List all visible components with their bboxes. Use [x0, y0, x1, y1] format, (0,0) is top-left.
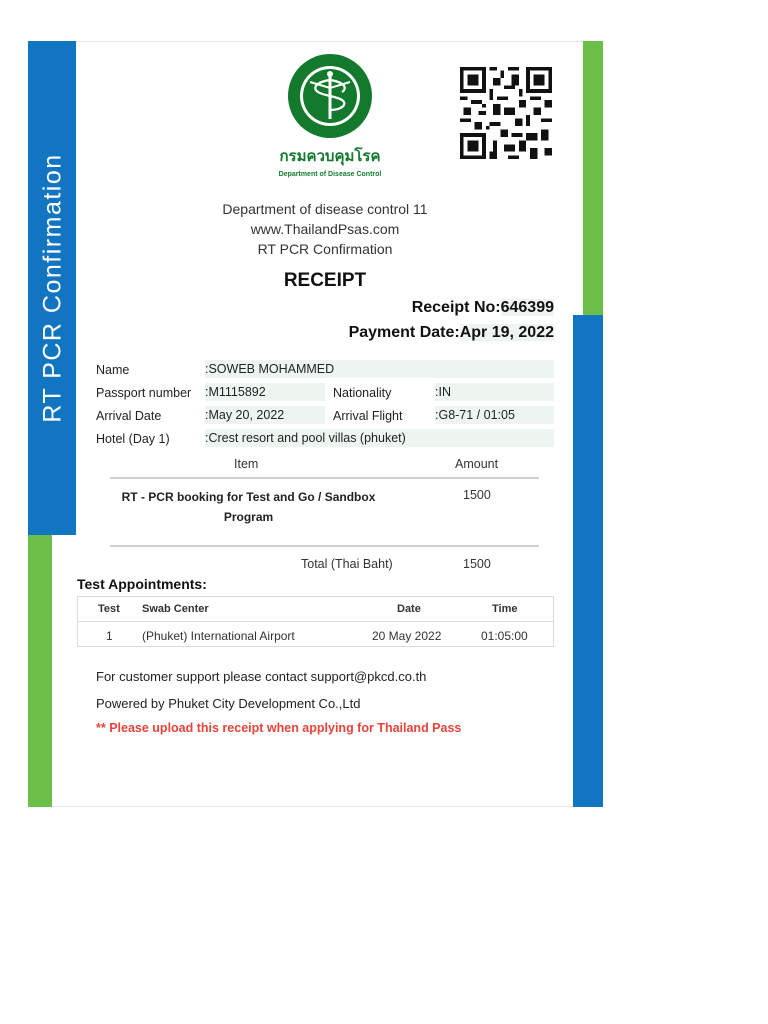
items-top-divider [110, 477, 539, 479]
hotel-value: :Crest resort and pool villas (phuket) [205, 429, 554, 447]
receipt-number-label: Receipt No: [411, 299, 501, 316]
upload-notice: ** Please upload this receipt when applying for Thailand Pass [96, 721, 462, 735]
department-thai-name: กรมควบคุมโรค [279, 148, 381, 165]
header-department: Department of disease control 11 [222, 201, 428, 217]
receipt-number-line [412, 299, 554, 317]
item-column-header: Item [234, 457, 259, 471]
arrival-date-value: :May 20, 2022 [205, 406, 325, 424]
appointment-swab-center: (Phuket) International Airport [142, 629, 295, 643]
date-column-header: Date [397, 603, 421, 615]
payment-date-line [349, 324, 554, 342]
support-contact: For customer support please contact support@pkcd.co.th [96, 669, 427, 684]
payment-date-label: Payment Date: [348, 324, 460, 341]
arrival-flight-value: :G8-71 / 01:05 [435, 406, 554, 424]
nationality-label: Nationality [333, 386, 392, 400]
time-column-header: Time [492, 603, 518, 615]
items-bottom-divider [110, 545, 539, 547]
appointment-date: 20 May 2022 [372, 629, 442, 643]
arrival-flight-label: Arrival Flight [333, 409, 403, 423]
appointments-header-divider [77, 621, 554, 622]
right-green-band [583, 41, 603, 315]
name-label: Name [96, 363, 130, 377]
receipt-title: RECEIPT [283, 270, 367, 291]
payment-date: Apr 19, 2022 [459, 324, 554, 341]
appointment-test-number: 1 [106, 629, 113, 643]
arrival-date-label: Arrival Date [96, 409, 162, 423]
side-title: RT PCR Confirmation [38, 153, 67, 423]
test-column-header: Test [98, 603, 120, 615]
department-english-name: Department of Disease Control [278, 171, 382, 178]
receipt-number: 646399 [500, 299, 554, 316]
right-blue-band [573, 315, 603, 807]
total-value: 1500 [463, 557, 491, 571]
powered-by: Powered by Phuket City Development Co.,Ltd [96, 696, 361, 711]
qr-code [457, 67, 555, 159]
amount-column-header: Amount [455, 457, 499, 471]
appointment-time: 01:05:00 [481, 629, 528, 643]
passport-label: Passport number [96, 386, 192, 400]
item-description: RT - PCR booking for Test and Go / Sandbox Program [121, 490, 376, 524]
header-subtitle: RT PCR Confirmation [257, 241, 393, 257]
left-green-band [28, 535, 52, 807]
passport-value: :M1115892 [205, 383, 325, 401]
hotel-label: Hotel (Day 1) [96, 432, 170, 446]
name-value: :SOWEB MOHAMMED [205, 360, 554, 378]
swab-center-column-header: Swab Center [142, 603, 209, 615]
nationality-value: :IN [435, 383, 554, 401]
header-website: www.ThailandPsas.com [250, 221, 400, 237]
total-label: Total (Thai Baht) [301, 557, 393, 571]
ministry-seal-logo [286, 52, 374, 140]
item-amount: 1500 [463, 488, 491, 502]
appointments-title: Test Appointments: [77, 576, 207, 592]
